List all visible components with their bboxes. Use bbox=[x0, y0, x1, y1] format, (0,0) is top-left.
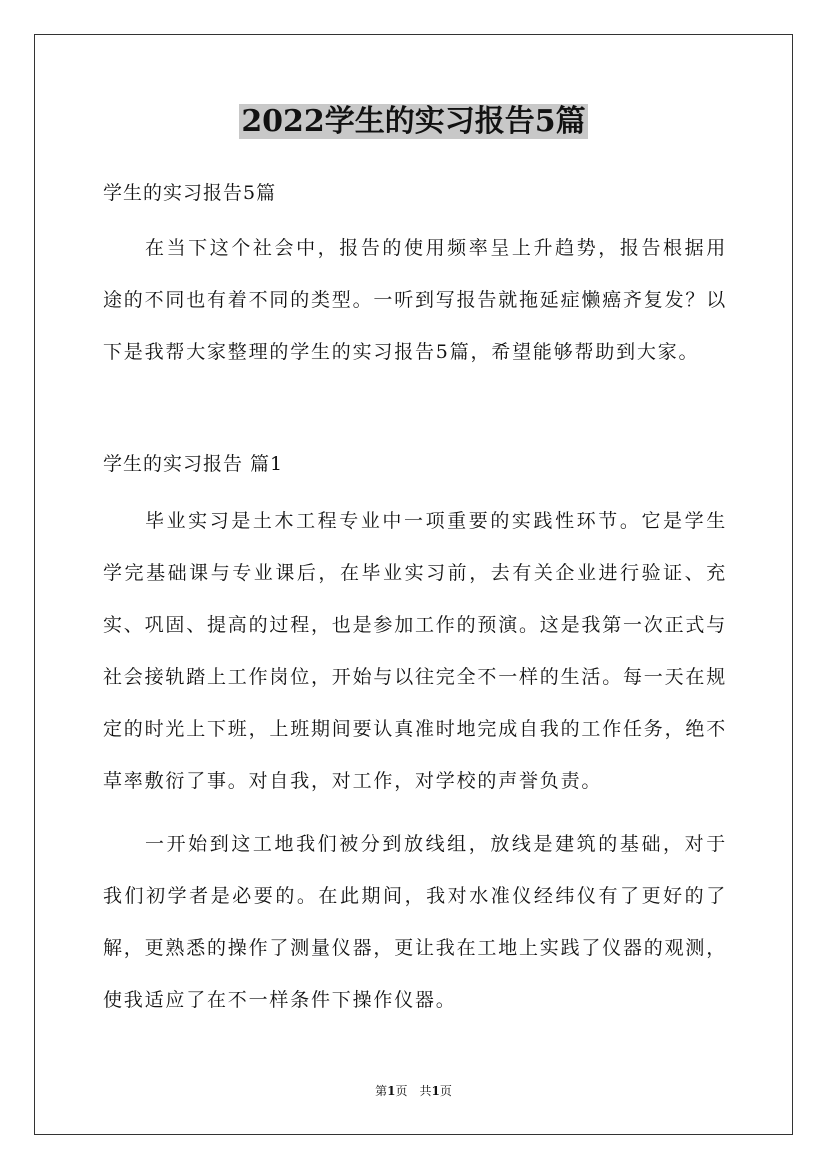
footer-prefix: 第 bbox=[375, 1084, 388, 1098]
page-footer bbox=[0, 1082, 827, 1100]
footer-total-pages: 1 bbox=[431, 1084, 440, 1098]
body-paragraph: 毕业实习是土木工程专业中一项重要的实践性环节。它是学生学完基础课与专业课后，在毕业实习前，去有关企业进行验证、充实、巩固、提高的过程，也是参加工作的预演。这是我第一次正式与社会接轨踏上工作岗位，开始与以往完全不一样的生活。每一天在规定的时光上下班，上班期间要认真准时地完成自我的工作任务，绝不草率敷衍了事。对自我，对工作，对学校的声誉负责。 bbox=[103, 510, 728, 792]
body-paragraph: 一开始到这工地我们被分到放线组，放线是建筑的基础，对于我们初学者是必要的。在此期间，我对水准仪经纬仪有了更好的了解，更熟悉的操作了测量仪器，更让我在工地上实践了仪器的观测，使我适应了在不一样条件下操作仪器。 bbox=[103, 833, 728, 1011]
intro-paragraph: 在当下这个社会中，报告的使用频率呈上升趋势，报告根据用途的不同也有着不同的类型。一听到写报告就拖延症懒癌齐复发？以下是我帮大家整理的学生的实习报告5篇，希望能够帮助到大家。 bbox=[103, 237, 728, 363]
footer-current-page: 1 bbox=[387, 1084, 396, 1098]
section-heading: 学生的实习报告 篇1 bbox=[103, 453, 284, 475]
footer-suffix: 页 bbox=[439, 1084, 452, 1098]
footer-mid: 页 共 bbox=[395, 1084, 432, 1098]
document-subtitle: 学生的实习报告5篇 bbox=[103, 182, 277, 204]
document-title-text: 2022学生的实习报告5篇 bbox=[241, 104, 586, 139]
document-title bbox=[0, 100, 827, 144]
